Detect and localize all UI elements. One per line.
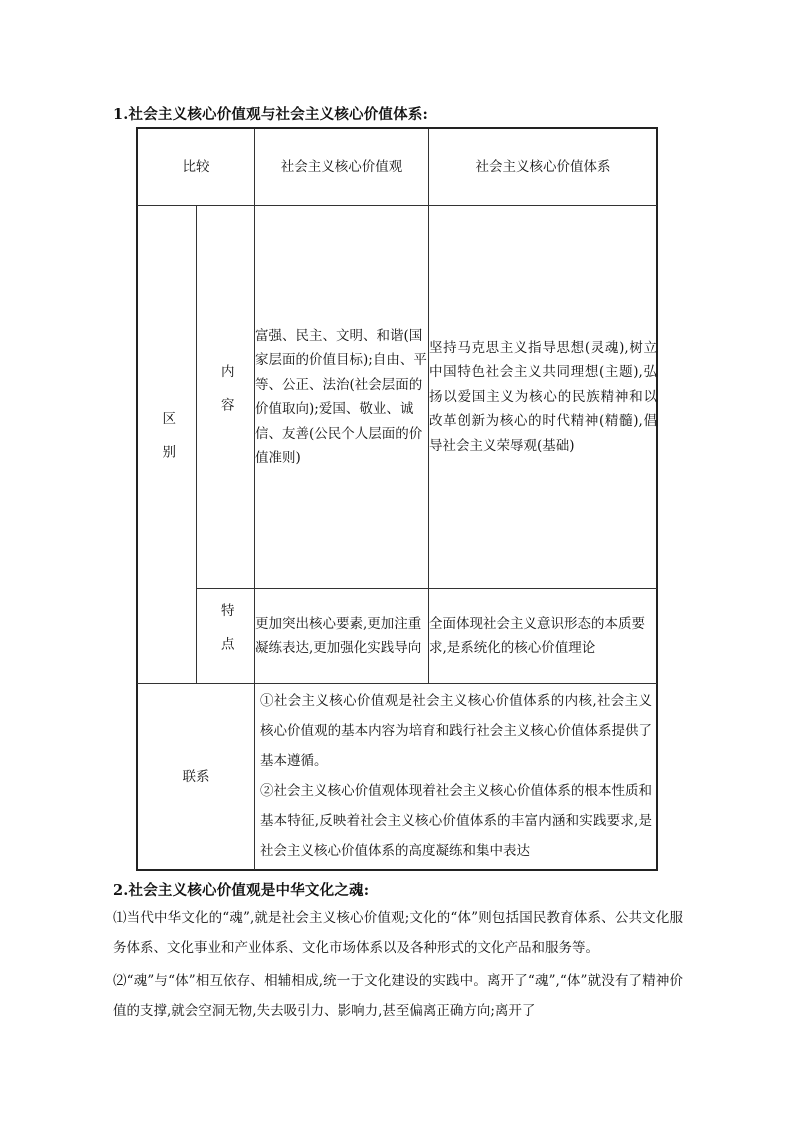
content-core-system-text: 坚持马克思主义指导思想(灵魂),树立中国特色社会主义共同理想(主题),弘扬以爱国主义为核心的民族精神和以改革创新为核心的时代精神(精髓),倡导社会主义荣辱观(基础) bbox=[429, 339, 657, 454]
section2-paragraph-1: ⑴当代中华文化的“魂”,就是社会主义核心价值观;文化的“体”则包括国民教育体系、公共文化服务体系、文化事业和产业体系、文化市场体系以及各种形式的文化产品和服务等。 bbox=[113, 910, 683, 956]
label-content-text: 内容 bbox=[217, 363, 234, 431]
label-content bbox=[197, 206, 254, 588]
header-core-system: 社会主义核心价值体系 bbox=[475, 158, 611, 175]
feature-core-system-text: 全面体现社会主义意识形态的本质要求,是系统化的核心价值理论 bbox=[429, 615, 645, 656]
feature-core-system bbox=[429, 589, 657, 683]
content-core-system bbox=[429, 206, 657, 588]
section2-title: 2.社会主义核心价值观是中华文化之魂: bbox=[113, 882, 370, 899]
content-core-values-text: 富强、民主、文明、和谐(国家层面的价值目标);自由、平等、公正、法治(社会层面的价值取向);爱国、敬业、诚信、友善(公民个人层面的价值准则) bbox=[255, 327, 427, 466]
section2-paragraph-2: ⑵“魂”与“体”相互依存、相辅相成,统一于文化建设的实践中。离开了“魂”,“体”就没有了精神价值的支撑,就会空洞无物,失去吸引力、影响力,甚至偏离正确方向;离开了 bbox=[113, 973, 683, 1019]
feature-core-values-text: 更加突出核心要素,更加注重凝练表达,更加强化实践导向 bbox=[255, 615, 422, 656]
label-difference bbox=[138, 206, 196, 683]
content-core-values bbox=[255, 206, 427, 588]
label-relation: 联系 bbox=[182, 768, 210, 785]
header-core-values: 社会主义核心价值观 bbox=[280, 158, 403, 175]
label-difference-text: 区别 bbox=[159, 411, 176, 478]
label-feature bbox=[197, 589, 254, 683]
section1-title: 1.社会主义核心价值观与社会主义核心价值体系: bbox=[113, 106, 429, 123]
feature-core-values bbox=[255, 589, 427, 683]
header-compare: 比较 bbox=[182, 158, 210, 175]
relation-content bbox=[260, 686, 652, 866]
relation-point-2: ②社会主义核心价值观体现着社会主义核心价值体系的根本性质和基本特征,反映着社会主义核心价值体系的丰富内涵和实践要求,是社会主义核心价值体系的高度凝练和集中表达 bbox=[260, 783, 652, 859]
relation-point-1: ①社会主义核心价值观是社会主义核心价值体系的内核,社会主义核心价值观的基本内容为培育和践行社会主义核心价值体系提供了基本遵循。 bbox=[260, 693, 652, 769]
label-feature-text: 特点 bbox=[217, 602, 234, 670]
